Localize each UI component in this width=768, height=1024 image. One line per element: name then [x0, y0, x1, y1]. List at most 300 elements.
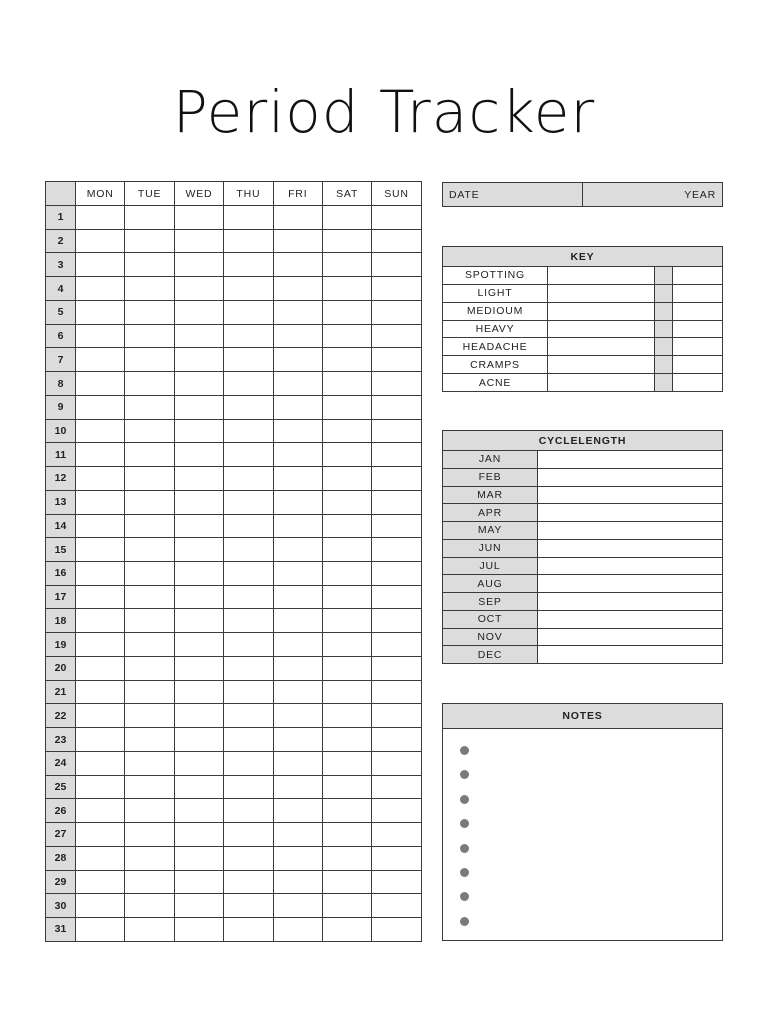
calendar-cell[interactable] [372, 680, 421, 704]
calendar-cell[interactable] [174, 419, 223, 443]
calendar-cell[interactable] [273, 894, 322, 918]
key-entry-cell[interactable] [673, 284, 723, 302]
calendar-cell[interactable] [125, 680, 174, 704]
calendar-row [46, 300, 422, 324]
calendar-cell[interactable] [273, 229, 322, 253]
calendar-cell[interactable] [372, 419, 421, 443]
calendar-cell[interactable] [224, 490, 273, 514]
calendar-row [46, 823, 422, 847]
key-label: HEADACHE [443, 338, 548, 356]
key-entry-cell[interactable] [673, 320, 723, 338]
calendar-cell[interactable] [372, 324, 421, 348]
calendar-cell[interactable] [125, 894, 174, 918]
cycle-length-cell[interactable] [538, 646, 723, 664]
calendar-row [46, 562, 422, 586]
calendar-cell[interactable] [76, 562, 125, 586]
calendar-cell[interactable] [322, 704, 371, 728]
note-item[interactable] [460, 868, 722, 892]
calendar-cell[interactable] [224, 348, 273, 372]
calendar-cell[interactable] [273, 751, 322, 775]
day-number: 11 [46, 443, 76, 467]
note-item[interactable] [460, 746, 722, 770]
calendar-cell[interactable] [174, 538, 223, 562]
calendar-cell[interactable] [322, 918, 371, 942]
calendar-cell[interactable] [372, 490, 421, 514]
calendar-cell[interactable] [273, 918, 322, 942]
calendar-cell[interactable] [322, 467, 371, 491]
calendar-cell[interactable] [174, 609, 223, 633]
calendar-cell[interactable] [174, 704, 223, 728]
calendar-cell[interactable] [322, 870, 371, 894]
calendar-cell[interactable] [125, 562, 174, 586]
day-number: 9 [46, 395, 76, 419]
calendar-row [46, 728, 422, 752]
calendar-cell[interactable] [372, 300, 421, 324]
calendar-cell[interactable] [273, 419, 322, 443]
calendar-cell[interactable] [174, 562, 223, 586]
calendar-cell[interactable] [125, 348, 174, 372]
calendar-cell[interactable] [76, 775, 125, 799]
calendar-cell[interactable] [76, 348, 125, 372]
day-number: 10 [46, 419, 76, 443]
calendar-cell[interactable] [76, 656, 125, 680]
calendar-cell[interactable] [125, 419, 174, 443]
calendar-cell[interactable] [372, 823, 421, 847]
key-entry-cell[interactable] [548, 267, 655, 285]
calendar-cell[interactable] [224, 300, 273, 324]
calendar-cell[interactable] [174, 206, 223, 230]
page-title: Period Tracker [172, 78, 596, 146]
calendar-cell[interactable] [76, 799, 125, 823]
calendar-cell[interactable] [372, 585, 421, 609]
calendar-cell[interactable] [322, 348, 371, 372]
day-number: 12 [46, 467, 76, 491]
calendar-cell[interactable] [322, 894, 371, 918]
calendar-cell[interactable] [273, 585, 322, 609]
calendar-cell[interactable] [76, 751, 125, 775]
calendar-cell[interactable] [174, 467, 223, 491]
calendar-cell[interactable] [322, 229, 371, 253]
cycle-length-cell[interactable] [538, 451, 723, 469]
calendar-cell[interactable] [372, 656, 421, 680]
calendar-cell[interactable] [125, 372, 174, 396]
key-color-swatch[interactable] [655, 302, 673, 320]
cycle-length-cell[interactable] [538, 504, 723, 522]
calendar-cell[interactable] [125, 324, 174, 348]
key-entry-cell[interactable] [548, 356, 655, 374]
calendar-cell[interactable] [224, 443, 273, 467]
calendar-cell[interactable] [224, 206, 273, 230]
calendar-cell[interactable] [224, 751, 273, 775]
calendar-cell[interactable] [174, 728, 223, 752]
day-number: 16 [46, 562, 76, 586]
key-color-swatch[interactable] [655, 267, 673, 285]
calendar-cell[interactable] [76, 894, 125, 918]
calendar-cell[interactable] [125, 395, 174, 419]
calendar-cell[interactable] [322, 680, 371, 704]
calendar-cell[interactable] [174, 514, 223, 538]
calendar-cell[interactable] [322, 253, 371, 277]
calendar-cell[interactable] [372, 562, 421, 586]
key-color-swatch[interactable] [655, 320, 673, 338]
calendar-cell[interactable] [76, 704, 125, 728]
calendar-cell[interactable] [273, 300, 322, 324]
calendar-cell[interactable] [174, 823, 223, 847]
calendar-row [46, 514, 422, 538]
calendar-cell[interactable] [125, 490, 174, 514]
calendar-cell[interactable] [273, 324, 322, 348]
calendar-cell[interactable] [125, 704, 174, 728]
calendar-cell[interactable] [273, 348, 322, 372]
calendar-cell[interactable] [322, 300, 371, 324]
calendar-cell[interactable] [174, 490, 223, 514]
calendar-cell[interactable] [224, 562, 273, 586]
calendar-cell[interactable] [125, 870, 174, 894]
calendar-cell[interactable] [224, 870, 273, 894]
calendar-cell[interactable] [372, 348, 421, 372]
calendar-cell[interactable] [174, 751, 223, 775]
calendar-cell[interactable] [372, 728, 421, 752]
calendar-cell[interactable] [224, 728, 273, 752]
calendar-cell[interactable] [174, 894, 223, 918]
calendar-cell[interactable] [224, 775, 273, 799]
calendar-cell[interactable] [224, 395, 273, 419]
calendar-cell[interactable] [125, 656, 174, 680]
calendar-cell[interactable] [273, 728, 322, 752]
calendar-cell[interactable] [372, 277, 421, 301]
calendar-cell[interactable] [174, 799, 223, 823]
key-color-swatch[interactable] [655, 356, 673, 374]
calendar-cell[interactable] [273, 799, 322, 823]
key-entry-cell[interactable] [673, 338, 723, 356]
calendar-corner-cell [46, 182, 76, 206]
calendar-cell[interactable] [322, 562, 371, 586]
cycle-length-cell[interactable] [538, 486, 723, 504]
calendar-row [46, 372, 422, 396]
calendar-cell[interactable] [174, 348, 223, 372]
calendar-cell[interactable] [174, 918, 223, 942]
calendar-cell[interactable] [76, 585, 125, 609]
calendar-cell[interactable] [273, 443, 322, 467]
cycle-length-cell[interactable] [538, 539, 723, 557]
note-item[interactable] [460, 844, 722, 868]
calendar-cell[interactable] [273, 609, 322, 633]
calendar-cell[interactable] [224, 918, 273, 942]
key-color-swatch[interactable] [655, 374, 673, 392]
cycle-length-cell[interactable] [538, 522, 723, 540]
calendar-cell[interactable] [224, 799, 273, 823]
calendar-cell[interactable] [273, 823, 322, 847]
calendar-cell[interactable] [273, 372, 322, 396]
calendar-cell[interactable] [273, 395, 322, 419]
calendar-cell[interactable] [224, 277, 273, 301]
calendar-cell[interactable] [372, 609, 421, 633]
calendar-cell[interactable] [174, 870, 223, 894]
calendar-cell[interactable] [372, 229, 421, 253]
bullet-dot-icon [460, 917, 469, 926]
calendar-cell[interactable] [76, 538, 125, 562]
calendar-cell[interactable] [174, 846, 223, 870]
calendar-cell[interactable] [125, 300, 174, 324]
calendar-cell[interactable] [125, 585, 174, 609]
calendar-cell[interactable] [273, 538, 322, 562]
calendar-cell[interactable] [174, 680, 223, 704]
cycle-length-cell[interactable] [538, 575, 723, 593]
key-entry-cell[interactable] [548, 338, 655, 356]
month-label: NOV [443, 628, 538, 646]
calendar-cell[interactable] [322, 633, 371, 657]
calendar-cell[interactable] [224, 229, 273, 253]
calendar-cell[interactable] [372, 870, 421, 894]
calendar-cell[interactable] [174, 324, 223, 348]
calendar-cell[interactable] [174, 395, 223, 419]
calendar-cell[interactable] [322, 324, 371, 348]
calendar-cell[interactable] [322, 372, 371, 396]
cycle-row [443, 468, 723, 486]
day-number: 29 [46, 870, 76, 894]
calendar-cell[interactable] [125, 823, 174, 847]
year-label: YEAR [684, 188, 716, 201]
calendar-cell[interactable] [273, 277, 322, 301]
calendar-cell[interactable] [125, 728, 174, 752]
key-color-swatch[interactable] [655, 338, 673, 356]
bullet-dot-icon [460, 819, 469, 828]
calendar-cell[interactable] [174, 372, 223, 396]
calendar-cell[interactable] [76, 680, 125, 704]
day-number: 25 [46, 775, 76, 799]
calendar-cell[interactable] [174, 656, 223, 680]
calendar-cell[interactable] [372, 206, 421, 230]
cycle-row [443, 522, 723, 540]
calendar-cell[interactable] [125, 846, 174, 870]
calendar-cell[interactable] [273, 680, 322, 704]
calendar-row [46, 656, 422, 680]
key-entry-cell[interactable] [673, 374, 723, 392]
calendar-cell[interactable] [322, 751, 371, 775]
calendar-cell[interactable] [174, 775, 223, 799]
calendar-cell[interactable] [322, 656, 371, 680]
calendar-cell[interactable] [224, 253, 273, 277]
calendar-cell[interactable] [322, 609, 371, 633]
note-item[interactable] [460, 770, 722, 794]
calendar-cell[interactable] [372, 538, 421, 562]
calendar-cell[interactable] [76, 372, 125, 396]
calendar-cell[interactable] [322, 799, 371, 823]
calendar-cell[interactable] [224, 609, 273, 633]
weekday-header: TUE [125, 182, 174, 206]
cycle-length-cell[interactable] [538, 557, 723, 575]
calendar-cell[interactable] [322, 277, 371, 301]
calendar-cell[interactable] [372, 894, 421, 918]
key-color-swatch[interactable] [655, 284, 673, 302]
key-entry-cell[interactable] [548, 302, 655, 320]
day-number: 18 [46, 609, 76, 633]
calendar-row [46, 419, 422, 443]
calendar-grid [45, 181, 422, 942]
date-year-field[interactable] [442, 182, 723, 207]
calendar-cell[interactable] [224, 372, 273, 396]
calendar-cell[interactable] [224, 656, 273, 680]
calendar-cell[interactable] [372, 918, 421, 942]
calendar-cell[interactable] [174, 300, 223, 324]
calendar-cell[interactable] [273, 870, 322, 894]
calendar-cell[interactable] [76, 870, 125, 894]
calendar-cell[interactable] [372, 799, 421, 823]
day-number: 1 [46, 206, 76, 230]
calendar-cell[interactable] [273, 775, 322, 799]
calendar-cell[interactable] [76, 467, 125, 491]
calendar-cell[interactable] [273, 514, 322, 538]
calendar-cell[interactable] [174, 277, 223, 301]
calendar-cell[interactable] [76, 253, 125, 277]
calendar-cell[interactable] [322, 514, 371, 538]
calendar-cell[interactable] [76, 633, 125, 657]
cycle-length-cell[interactable] [538, 610, 723, 628]
calendar-cell[interactable] [372, 751, 421, 775]
calendar-cell[interactable] [273, 846, 322, 870]
calendar-cell[interactable] [224, 823, 273, 847]
calendar-cell[interactable] [76, 277, 125, 301]
note-item[interactable] [460, 795, 722, 819]
calendar-cell[interactable] [273, 206, 322, 230]
calendar-cell[interactable] [76, 728, 125, 752]
calendar-cell[interactable] [372, 443, 421, 467]
calendar-cell[interactable] [322, 585, 371, 609]
calendar-cell[interactable] [125, 751, 174, 775]
key-entry-cell[interactable] [673, 302, 723, 320]
calendar-cell[interactable] [125, 633, 174, 657]
calendar-cell[interactable] [224, 419, 273, 443]
key-entry-cell[interactable] [548, 284, 655, 302]
calendar-cell[interactable] [76, 918, 125, 942]
cycle-row [443, 610, 723, 628]
calendar-cell[interactable] [224, 680, 273, 704]
key-entry-cell[interactable] [673, 356, 723, 374]
calendar-cell[interactable] [125, 514, 174, 538]
calendar-cell[interactable] [125, 918, 174, 942]
calendar-cell[interactable] [125, 609, 174, 633]
calendar-cell[interactable] [224, 467, 273, 491]
calendar-cell[interactable] [174, 585, 223, 609]
calendar-cell[interactable] [273, 656, 322, 680]
calendar-cell[interactable] [125, 443, 174, 467]
cycle-row [443, 539, 723, 557]
calendar-cell[interactable] [224, 633, 273, 657]
cycle-length-cell[interactable] [538, 468, 723, 486]
calendar-cell[interactable] [372, 395, 421, 419]
calendar-cell[interactable] [224, 538, 273, 562]
calendar-cell[interactable] [125, 277, 174, 301]
calendar-cell[interactable] [224, 514, 273, 538]
calendar-cell[interactable] [322, 775, 371, 799]
calendar-cell[interactable] [76, 229, 125, 253]
calendar-cell[interactable] [174, 253, 223, 277]
calendar-cell[interactable] [174, 229, 223, 253]
key-table [442, 246, 723, 392]
calendar-cell[interactable] [273, 253, 322, 277]
calendar-cell[interactable] [273, 467, 322, 491]
calendar-cell[interactable] [76, 206, 125, 230]
calendar-row [46, 680, 422, 704]
calendar-cell[interactable] [372, 467, 421, 491]
note-item[interactable] [460, 892, 722, 916]
calendar-cell[interactable] [322, 419, 371, 443]
calendar-cell[interactable] [322, 395, 371, 419]
key-entry-cell[interactable] [548, 320, 655, 338]
calendar-cell[interactable] [372, 846, 421, 870]
key-row [443, 338, 723, 356]
calendar-cell[interactable] [76, 443, 125, 467]
calendar-cell[interactable] [322, 728, 371, 752]
calendar-cell[interactable] [76, 846, 125, 870]
calendar-cell[interactable] [372, 633, 421, 657]
calendar-cell[interactable] [273, 704, 322, 728]
calendar-cell[interactable] [125, 467, 174, 491]
cycle-row [443, 557, 723, 575]
calendar-cell[interactable] [125, 799, 174, 823]
calendar-cell[interactable] [76, 514, 125, 538]
calendar-cell[interactable] [76, 419, 125, 443]
calendar-cell[interactable] [372, 253, 421, 277]
calendar-cell[interactable] [76, 609, 125, 633]
key-row [443, 267, 723, 285]
calendar-cell[interactable] [322, 443, 371, 467]
calendar-cell[interactable] [125, 538, 174, 562]
cycle-row [443, 486, 723, 504]
calendar-cell[interactable] [372, 704, 421, 728]
key-entry-cell[interactable] [548, 374, 655, 392]
note-item[interactable] [460, 917, 722, 941]
calendar-cell[interactable] [322, 206, 371, 230]
date-label: DATE [443, 183, 583, 206]
calendar-cell[interactable] [322, 823, 371, 847]
calendar-cell[interactable] [76, 823, 125, 847]
calendar-cell[interactable] [125, 775, 174, 799]
calendar-cell[interactable] [322, 538, 371, 562]
calendar-cell[interactable] [273, 562, 322, 586]
calendar-cell[interactable] [76, 300, 125, 324]
calendar-cell[interactable] [273, 490, 322, 514]
calendar-cell[interactable] [76, 395, 125, 419]
calendar-cell[interactable] [224, 324, 273, 348]
calendar-cell[interactable] [273, 633, 322, 657]
calendar-cell[interactable] [322, 846, 371, 870]
calendar-cell[interactable] [76, 324, 125, 348]
key-entry-cell[interactable] [673, 267, 723, 285]
calendar-cell[interactable] [125, 253, 174, 277]
calendar-cell[interactable] [174, 633, 223, 657]
calendar-cell[interactable] [372, 775, 421, 799]
cycle-length-cell[interactable] [538, 628, 723, 646]
notes-list [443, 729, 722, 941]
key-row [443, 320, 723, 338]
calendar-cell[interactable] [372, 372, 421, 396]
calendar-cell[interactable] [224, 704, 273, 728]
calendar-cell[interactable] [125, 206, 174, 230]
calendar-cell[interactable] [76, 490, 125, 514]
calendar-cell[interactable] [224, 585, 273, 609]
cycle-length-cell[interactable] [538, 593, 723, 611]
calendar-cell[interactable] [224, 846, 273, 870]
note-item[interactable] [460, 819, 722, 843]
calendar-cell[interactable] [125, 229, 174, 253]
calendar-cell[interactable] [174, 443, 223, 467]
calendar-row [46, 348, 422, 372]
calendar-cell[interactable] [224, 894, 273, 918]
weekday-header: MON [76, 182, 125, 206]
calendar-cell[interactable] [372, 514, 421, 538]
calendar-cell[interactable] [322, 490, 371, 514]
